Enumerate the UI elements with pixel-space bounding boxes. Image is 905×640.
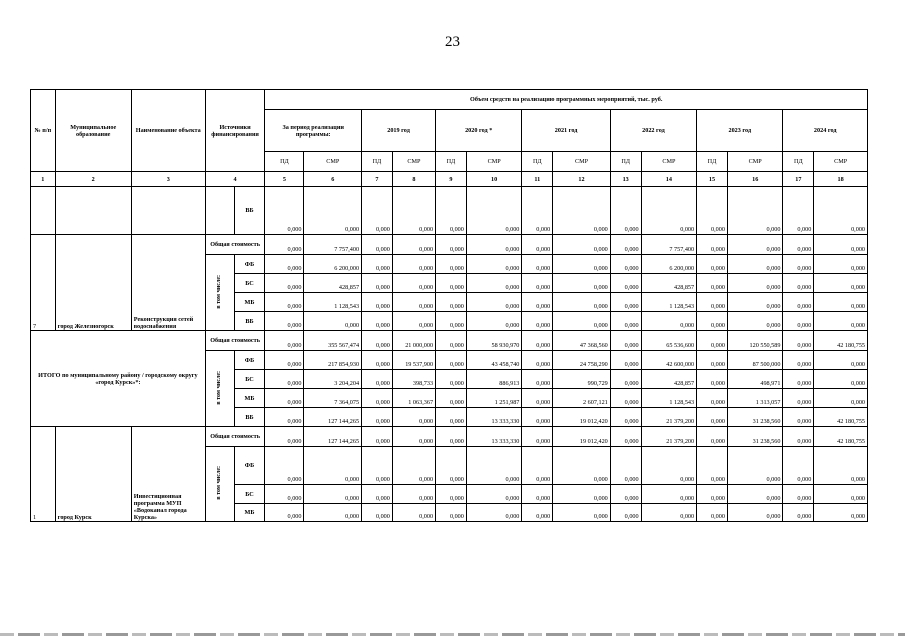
value-cell: 0,000 — [522, 427, 553, 447]
value-cell: 0,000 — [392, 427, 435, 447]
header-smr: СМР — [553, 152, 611, 172]
value-cell: 0,000 — [362, 427, 393, 447]
value-cell: 21 379,200 — [641, 408, 697, 427]
value-cell: 498,971 — [727, 370, 783, 389]
column-number: 1 — [31, 172, 56, 187]
value-cell: 428,857 — [641, 370, 697, 389]
value-cell: 0,000 — [265, 427, 304, 447]
value-cell: 0,000 — [610, 485, 641, 504]
value-cell: 0,000 — [553, 187, 611, 235]
value-cell: 0,000 — [697, 274, 728, 293]
value-cell: 0,000 — [265, 370, 304, 389]
in-that-number-label: в том числе: — [216, 370, 223, 405]
header-sources: Источники финансирования — [205, 90, 265, 172]
empty-cell — [31, 187, 56, 235]
header-pd: ПД — [522, 152, 553, 172]
value-cell: 0,000 — [362, 351, 393, 370]
value-cell: 0,000 — [783, 312, 814, 331]
value-cell: 355 567,474 — [304, 331, 362, 351]
value-cell: 0,000 — [304, 187, 362, 235]
column-number: 7 — [362, 172, 393, 187]
value-cell: 0,000 — [553, 504, 611, 522]
value-cell: 0,000 — [522, 408, 553, 427]
value-cell: 0,000 — [697, 370, 728, 389]
value-cell: 0,000 — [727, 504, 783, 522]
value-cell: 886,913 — [466, 370, 522, 389]
value-cell: 0,000 — [522, 351, 553, 370]
in-that-number — [205, 351, 234, 427]
value-cell: 0,000 — [697, 485, 728, 504]
value-cell: 2 607,121 — [553, 389, 611, 408]
value-cell: 0,000 — [610, 504, 641, 522]
value-cell: 0,000 — [466, 485, 522, 504]
header-pd: ПД — [362, 152, 393, 172]
value-cell: 0,000 — [814, 447, 868, 485]
column-number: 9 — [436, 172, 467, 187]
value-cell: 0,000 — [265, 408, 304, 427]
column-number: 12 — [553, 172, 611, 187]
value-cell: 6 200,000 — [641, 255, 697, 274]
table-row — [31, 187, 868, 235]
scan-edge — [0, 633, 905, 636]
value-cell: 58 930,970 — [466, 331, 522, 351]
table-row — [31, 427, 868, 447]
value-cell: 47 368,560 — [553, 331, 611, 351]
source-fb: ФБ — [234, 255, 265, 274]
value-cell: 0,000 — [362, 255, 393, 274]
value-cell: 0,000 — [392, 187, 435, 235]
header-year-2019: 2019 год — [362, 110, 436, 152]
financing-table — [30, 89, 868, 522]
column-number: 4 — [205, 172, 265, 187]
value-cell: 0,000 — [641, 504, 697, 522]
value-cell: 1 128,543 — [641, 293, 697, 312]
value-cell: 0,000 — [783, 274, 814, 293]
column-number: 5 — [265, 172, 304, 187]
value-cell: 0,000 — [436, 187, 467, 235]
value-cell: 0,000 — [522, 187, 553, 235]
value-cell: 0,000 — [727, 255, 783, 274]
value-cell: 0,000 — [553, 485, 611, 504]
value-cell: 0,000 — [610, 408, 641, 427]
header-smr: СМР — [466, 152, 522, 172]
value-cell: 0,000 — [522, 293, 553, 312]
total-cost-label: Общая стоимость — [205, 235, 265, 255]
value-cell: 19 012,420 — [553, 427, 611, 447]
value-cell: 0,000 — [466, 312, 522, 331]
source-fb: ФБ — [234, 351, 265, 370]
value-cell: 0,000 — [727, 274, 783, 293]
value-cell: 990,729 — [553, 370, 611, 389]
value-cell: 0,000 — [697, 187, 728, 235]
value-cell: 0,000 — [783, 331, 814, 351]
value-cell: 0,000 — [362, 447, 393, 485]
row-num: 7 — [31, 235, 56, 331]
value-cell: 0,000 — [727, 312, 783, 331]
page-number: 23 — [445, 34, 460, 50]
header-pd: ПД — [783, 152, 814, 172]
value-cell: 0,000 — [304, 485, 362, 504]
header-pd: ПД — [436, 152, 467, 172]
value-cell: 0,000 — [265, 485, 304, 504]
value-cell: 0,000 — [610, 293, 641, 312]
column-number: 14 — [641, 172, 697, 187]
object-name: Реконструкция сетей водоснабжения — [131, 235, 205, 331]
value-cell: 0,000 — [436, 255, 467, 274]
value-cell: 19 012,420 — [553, 408, 611, 427]
value-cell: 7 364,075 — [304, 389, 362, 408]
value-cell: 0,000 — [265, 389, 304, 408]
value-cell: 42 600,000 — [641, 351, 697, 370]
source-vb: ВБ — [234, 312, 265, 331]
value-cell: 0,000 — [265, 312, 304, 331]
value-cell: 0,000 — [610, 255, 641, 274]
in-that-number-label: в том числе: — [216, 274, 223, 309]
value-cell: 0,000 — [814, 274, 868, 293]
value-cell: 0,000 — [466, 504, 522, 522]
value-cell: 0,000 — [304, 447, 362, 485]
value-cell: 0,000 — [783, 293, 814, 312]
value-cell: 0,000 — [727, 485, 783, 504]
value-cell: 0,000 — [697, 331, 728, 351]
column-number: 8 — [392, 172, 435, 187]
value-cell: 0,000 — [362, 504, 393, 522]
value-cell: 0,000 — [522, 485, 553, 504]
value-cell: 42 180,755 — [814, 331, 868, 351]
value-cell: 0,000 — [436, 447, 467, 485]
value-cell: 0,000 — [783, 235, 814, 255]
header-year-2021: 2021 год — [522, 110, 610, 152]
header-pd: ПД — [610, 152, 641, 172]
value-cell: 0,000 — [436, 427, 467, 447]
source-bs: БС — [234, 274, 265, 293]
value-cell: 0,000 — [814, 255, 868, 274]
value-cell: 43 458,740 — [466, 351, 522, 370]
header-num: № п/п — [31, 90, 56, 172]
value-cell: 0,000 — [522, 504, 553, 522]
value-cell: 0,000 — [783, 370, 814, 389]
value-cell: 0,000 — [265, 351, 304, 370]
header-smr: СМР — [814, 152, 868, 172]
value-cell: 0,000 — [362, 312, 393, 331]
value-cell: 0,000 — [814, 504, 868, 522]
value-cell: 0,000 — [697, 447, 728, 485]
value-cell: 0,000 — [641, 447, 697, 485]
value-cell: 0,000 — [697, 427, 728, 447]
value-cell: 42 180,755 — [814, 408, 868, 427]
value-cell: 0,000 — [362, 274, 393, 293]
value-cell: 0,000 — [466, 447, 522, 485]
value-cell: 0,000 — [392, 447, 435, 485]
value-cell: 0,000 — [392, 408, 435, 427]
value-cell: 428,857 — [641, 274, 697, 293]
value-cell: 0,000 — [392, 312, 435, 331]
value-cell: 0,000 — [697, 351, 728, 370]
value-cell: 0,000 — [553, 293, 611, 312]
value-cell: 0,000 — [265, 187, 304, 235]
value-cell: 0,000 — [727, 447, 783, 485]
value-cell: 0,000 — [697, 255, 728, 274]
column-number: 6 — [304, 172, 362, 187]
value-cell: 0,000 — [553, 255, 611, 274]
value-cell: 87 500,000 — [727, 351, 783, 370]
value-cell: 0,000 — [436, 274, 467, 293]
value-cell: 0,000 — [436, 504, 467, 522]
value-cell: 0,000 — [697, 293, 728, 312]
header-smr: СМР — [641, 152, 697, 172]
value-cell: 0,000 — [522, 235, 553, 255]
value-cell: 0,000 — [392, 255, 435, 274]
value-cell: 0,000 — [265, 293, 304, 312]
value-cell: 0,000 — [610, 351, 641, 370]
value-cell: 0,000 — [522, 274, 553, 293]
header-smr: СМР — [304, 152, 362, 172]
value-cell: 0,000 — [362, 187, 393, 235]
table-row — [31, 331, 868, 351]
total-cost-label: Общая стоимость — [205, 331, 265, 351]
source-vb: ВБ — [234, 408, 265, 427]
value-cell: 0,000 — [727, 293, 783, 312]
header-object: Наименование объекта — [131, 90, 205, 172]
value-cell: 0,000 — [265, 235, 304, 255]
value-cell: 21 000,000 — [392, 331, 435, 351]
column-number: 11 — [522, 172, 553, 187]
value-cell: 0,000 — [466, 255, 522, 274]
header-pd: ПД — [697, 152, 728, 172]
value-cell: 0,000 — [304, 312, 362, 331]
source-vb: ВБ — [234, 187, 265, 235]
in-that-number — [205, 447, 234, 522]
municipality: город Железногорск — [55, 235, 131, 331]
row-num: 1 — [31, 427, 56, 522]
value-cell: 0,000 — [610, 427, 641, 447]
value-cell: 7 757,400 — [304, 235, 362, 255]
value-cell: 0,000 — [814, 389, 868, 408]
municipality: город Курск — [55, 427, 131, 522]
value-cell: 42 180,755 — [814, 427, 868, 447]
column-number: 16 — [727, 172, 783, 187]
value-cell: 0,000 — [814, 312, 868, 331]
value-cell: 0,000 — [610, 389, 641, 408]
value-cell: 0,000 — [783, 389, 814, 408]
value-cell: 0,000 — [522, 331, 553, 351]
value-cell: 3 204,204 — [304, 370, 362, 389]
value-cell: 0,000 — [814, 351, 868, 370]
value-cell: 0,000 — [610, 312, 641, 331]
value-cell: 0,000 — [727, 235, 783, 255]
value-cell: 0,000 — [553, 447, 611, 485]
value-cell: 0,000 — [304, 504, 362, 522]
value-cell: 0,000 — [362, 331, 393, 351]
value-cell: 0,000 — [436, 389, 467, 408]
source-bs: БС — [234, 370, 265, 389]
value-cell: 0,000 — [392, 274, 435, 293]
value-cell: 0,000 — [466, 293, 522, 312]
value-cell: 0,000 — [362, 408, 393, 427]
value-cell: 0,000 — [436, 312, 467, 331]
value-cell: 1 313,057 — [727, 389, 783, 408]
value-cell: 0,000 — [553, 235, 611, 255]
value-cell: 19 537,900 — [392, 351, 435, 370]
header-year-2022: 2022 год — [610, 110, 696, 152]
value-cell: 0,000 — [466, 235, 522, 255]
value-cell: 0,000 — [522, 370, 553, 389]
value-cell: 0,000 — [610, 235, 641, 255]
value-cell: 0,000 — [392, 235, 435, 255]
column-number: 15 — [697, 172, 728, 187]
value-cell: 0,000 — [814, 235, 868, 255]
value-cell: 0,000 — [436, 235, 467, 255]
value-cell: 65 536,600 — [641, 331, 697, 351]
value-cell: 0,000 — [362, 370, 393, 389]
value-cell: 0,000 — [436, 331, 467, 351]
value-cell: 0,000 — [522, 389, 553, 408]
value-cell: 0,000 — [522, 255, 553, 274]
source-fb: ФБ — [234, 447, 265, 485]
value-cell: 31 238,560 — [727, 408, 783, 427]
value-cell: 13 333,330 — [466, 427, 522, 447]
total-cost-label: Общая стоимость — [205, 427, 265, 447]
column-number: 13 — [610, 172, 641, 187]
value-cell: 0,000 — [641, 485, 697, 504]
column-number: 2 — [55, 172, 131, 187]
value-cell: 0,000 — [783, 187, 814, 235]
value-cell: 127 144,265 — [304, 408, 362, 427]
empty-cell — [205, 187, 234, 235]
itogo-label: ИТОГО по муниципальному району / городскому округу «город Курск»*: — [31, 331, 206, 427]
value-cell: 0,000 — [697, 312, 728, 331]
header-period: За период реализации программы: — [265, 110, 362, 152]
value-cell: 0,000 — [814, 293, 868, 312]
header-pd: ПД — [265, 152, 304, 172]
value-cell: 24 758,290 — [553, 351, 611, 370]
value-cell: 0,000 — [466, 274, 522, 293]
header-smr: СМР — [727, 152, 783, 172]
value-cell: 0,000 — [610, 331, 641, 351]
value-cell: 0,000 — [265, 447, 304, 485]
value-cell: 0,000 — [783, 255, 814, 274]
value-cell: 0,000 — [265, 274, 304, 293]
table-row — [31, 235, 868, 255]
value-cell: 0,000 — [362, 389, 393, 408]
value-cell: 0,000 — [697, 504, 728, 522]
value-cell: 0,000 — [697, 408, 728, 427]
value-cell: 21 379,200 — [641, 427, 697, 447]
value-cell: 0,000 — [392, 504, 435, 522]
value-cell: 217 854,930 — [304, 351, 362, 370]
value-cell: 127 144,265 — [304, 427, 362, 447]
value-cell: 0,000 — [466, 187, 522, 235]
value-cell: 0,000 — [610, 370, 641, 389]
header-municipality: Муниципальное образование — [55, 90, 131, 172]
value-cell: 31 238,560 — [727, 427, 783, 447]
value-cell: 0,000 — [814, 485, 868, 504]
source-bs: БС — [234, 485, 265, 504]
value-cell: 1 251,987 — [466, 389, 522, 408]
value-cell: 398,733 — [392, 370, 435, 389]
value-cell: 1 128,543 — [304, 293, 362, 312]
value-cell: 0,000 — [436, 293, 467, 312]
source-mb: МБ — [234, 293, 265, 312]
empty-cell — [131, 187, 205, 235]
value-cell: 0,000 — [553, 312, 611, 331]
value-cell: 0,000 — [610, 447, 641, 485]
value-cell: 0,000 — [783, 427, 814, 447]
source-mb: МБ — [234, 504, 265, 522]
value-cell: 1 128,543 — [641, 389, 697, 408]
value-cell: 0,000 — [362, 235, 393, 255]
value-cell: 0,000 — [392, 485, 435, 504]
in-that-number-label: в том числе: — [216, 466, 223, 500]
value-cell: 0,000 — [265, 331, 304, 351]
value-cell: 0,000 — [522, 312, 553, 331]
value-cell: 428,857 — [304, 274, 362, 293]
value-cell: 0,000 — [697, 235, 728, 255]
value-cell: 0,000 — [265, 504, 304, 522]
value-cell: 0,000 — [783, 485, 814, 504]
value-cell: 0,000 — [610, 274, 641, 293]
value-cell: 0,000 — [362, 485, 393, 504]
value-cell: 0,000 — [436, 370, 467, 389]
value-cell: 0,000 — [553, 274, 611, 293]
header-year-2020: 2020 год * — [436, 110, 522, 152]
in-that-number — [205, 255, 234, 331]
value-cell: 0,000 — [610, 187, 641, 235]
header-smr: СМР — [392, 152, 435, 172]
column-number: 3 — [131, 172, 205, 187]
header-volume: Объем средств на реализацию программных мероприятий, тыс. руб. — [265, 90, 868, 110]
value-cell: 0,000 — [783, 351, 814, 370]
source-mb: МБ — [234, 389, 265, 408]
column-number: 18 — [814, 172, 868, 187]
value-cell: 0,000 — [392, 293, 435, 312]
value-cell: 6 200,000 — [304, 255, 362, 274]
value-cell: 0,000 — [814, 370, 868, 389]
object-name: Инвестиционная программа МУП «Водоканал города Курска» — [131, 427, 205, 522]
value-cell: 0,000 — [436, 408, 467, 427]
value-cell: 120 550,589 — [727, 331, 783, 351]
value-cell: 0,000 — [641, 312, 697, 331]
value-cell: 0,000 — [783, 408, 814, 427]
value-cell: 1 063,367 — [392, 389, 435, 408]
empty-cell — [55, 187, 131, 235]
value-cell: 0,000 — [727, 187, 783, 235]
value-cell: 7 757,400 — [641, 235, 697, 255]
value-cell: 0,000 — [641, 187, 697, 235]
value-cell: 0,000 — [436, 351, 467, 370]
value-cell: 0,000 — [436, 485, 467, 504]
header-year-2023: 2023 год — [697, 110, 783, 152]
value-cell: 0,000 — [783, 504, 814, 522]
column-number-row — [31, 172, 868, 187]
value-cell: 0,000 — [362, 293, 393, 312]
value-cell: 0,000 — [522, 447, 553, 485]
column-number: 17 — [783, 172, 814, 187]
value-cell: 0,000 — [814, 187, 868, 235]
value-cell: 0,000 — [265, 255, 304, 274]
value-cell: 0,000 — [697, 389, 728, 408]
column-number: 10 — [466, 172, 522, 187]
header-year-2024: 2024 год — [783, 110, 868, 152]
value-cell: 0,000 — [783, 447, 814, 485]
value-cell: 13 333,330 — [466, 408, 522, 427]
